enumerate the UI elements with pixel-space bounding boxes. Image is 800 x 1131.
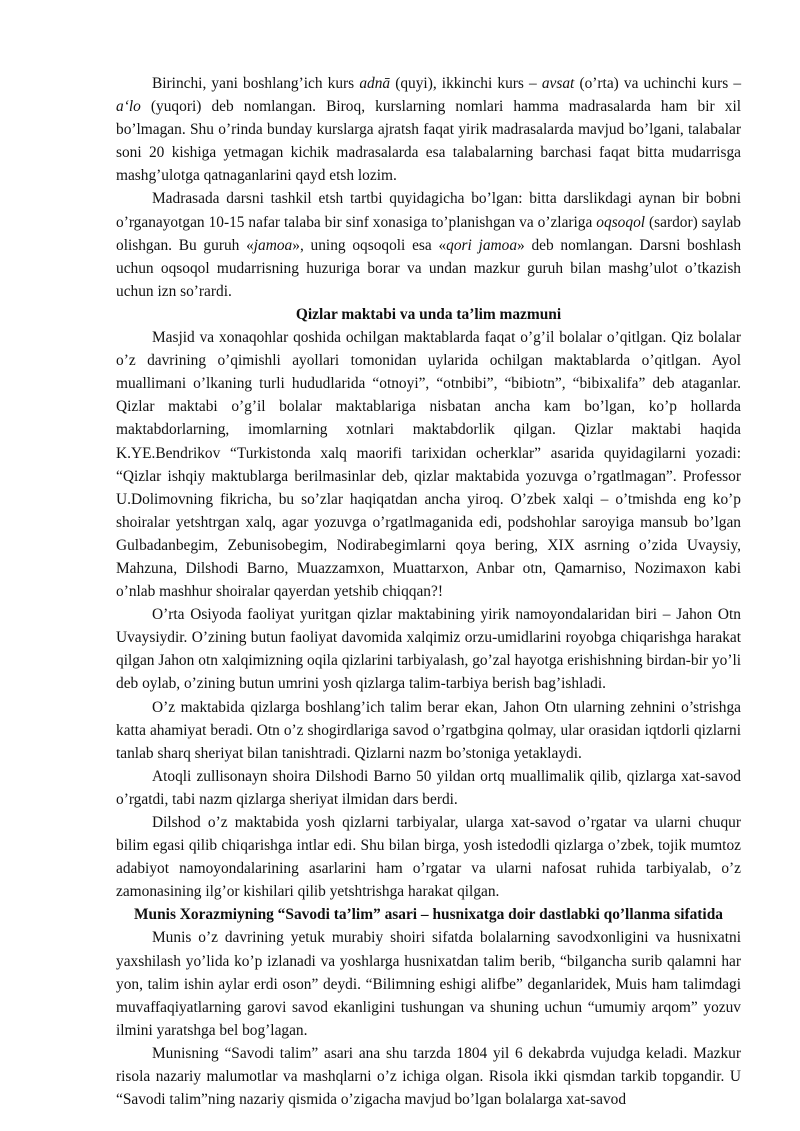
text-run: (yuqori) deb nomlangan. Biroq, kurslarning nomlari hamma madrasalarda ham bir xil bo’lmagan. Shu o’rinda bunday kurslarga ajratsh faqat yirik madrasalarda mavjud bo’lgani, talabalar soni 20 kishiga yetmagan kichik madrasalarda esa talabalarning barchasi faqat bitta mudarrisga mashg’ulotga qatnaganlarini qayd etsh lozim.	[116, 98, 741, 185]
paragraph	[116, 72, 741, 187]
paragraph: Dilshod o’z maktabida yosh qizlarni tarbiyalar, ularga xat-savod o’rgatar va ularni chuqur bilim egasi qilib chiqarishga intlar edi. Shu bilan birga, yosh istedodli qizlarga o’zbek, tojik mumtoz adabiyot namoyondalarining asarlarini ham o’rgatar va ularni nafosat ruhida tarbiyalab, o’z zamonasining ilg’or kishilari qilib yetshtrishga harakat qilgan.	[116, 814, 741, 901]
italic-term: oqsoqol	[596, 213, 646, 231]
italic-term: avsat	[541, 75, 575, 92]
italic-term: a‘lo	[116, 98, 141, 116]
section-heading-girls-school: Qizlar maktabi va unda ta’lim mazmuni	[295, 305, 562, 323]
paragraph: Atoqli zullisonayn shoira Dilshodi Barno 50 yildan ortq muallimalik qilib, qizlarga xat-savod o’rgatdi, tabi nazm qizlarga sheriyat ilmidan dars berdi.	[116, 767, 741, 808]
text-run: (o’rta) va uchinchi kurs –	[574, 75, 742, 92]
text-run: (sardor) saylab olishgan. Bu guruh «	[116, 213, 741, 254]
text-run: (quyi), ikkinchi kurs –	[390, 75, 542, 92]
text-run: » deb nomlangan. Darsni boshlash uchun oqsoqol mudarrisning huzuriga borar va undan mazkur guruh bilan mashg’ulot o’tkazish uchun izn so’rardi.	[116, 236, 742, 300]
text-run: Madrasada darsni tashkil etsh tartbi quyidagicha bo’lgan: bitta darslikdagi aynan bir bobni o’rganayotgan 10-15 nafar talaba bir sinf xonasiga to’planishgan va o’zlariga	[116, 190, 741, 231]
italic-term: adnā	[359, 75, 391, 92]
italic-term: jamoa	[253, 236, 293, 254]
paragraph: Masjid va xonaqohlar qoshida ochilgan maktablarda faqat o’g’il bolalar o’qitlgan. Qiz bolalar o’z davrining o’qimishli ayollari tomonidan uylarida ochilgan maktablarda o’qitlgan. Ayol muallimani o’lkaning turli hududlarida “otnoyi”, “otnbibi”, “bibiotn”, “bibixalifa” deb ataganlar. Qizlar maktabi o’g’il bolalar maktablariga nisbatan ancha kam bo’lgan, ko’p hollarda maktabdorlarning, imomlarning xotnlari maktabdorlik qilgan. Qizlar maktabi haqida K.YE.Bendrikov “Turkistonda xalq maorifi tarixidan ocherklar” asarida quyidagilarni yozadi: “Qizlar ishqiy maktublarga berilmasinlar deb, qizlar maktabida yozuvga o’rgatlmagan”. Professor U.Dolimovning fikricha, bu so’zlar haqiqatdan ancha yiroq. O’zbek xalqi – o’tmishda eng ko’p shoiralar yetshtrgan xalq, agar yozuvga o’rgatlmaganida edi, podshohlar saroyiga mansub bo’lgan Gulbadanbegim, Zebunisobegim, Nodirabegimlarni qoya bering, XIX asrning o’zida Uvaysiy, Mahzuna, Dilshodi Barno, Muazzamxon, Muattarxon, Anbar otn, Qamarniso, Nozimaxon kabi o’nlab mashhur shoiralar qayerdan yetshib chiqqan?!	[116, 329, 741, 601]
intro-paragraphs	[116, 72, 741, 303]
italic-term: qori jamoa	[446, 236, 518, 254]
paragraph: O’rta Osiyoda faoliyat yuritgan qizlar maktabining yirik namoyondalaridan biri – Jahon Otn Uvaysiydir. O’zining butun faoliyat davomida xalqimiz orzu-umidlarini royobga chiqarishga harakat qilgan Jahon otn xalqimizning oqila qizlarini tarbiyalash, go’zal hayotga erishishning birdan-bir yo’li deb oylab, o’zining butun umrini yosh qizlarga talim-tarbiya berish bag’ishladi.	[116, 606, 741, 693]
paragraph: Munis o’z davrining yetuk murabiy shoiri sifatda bolalarning savodxonligini va husnixatni yaxshilash yo’lida ko’p izlanadi va yoshlarga husnixatdan talim berib, “bilgancha surib qalamni har yon, talim ishin aylar erdi oson” deydi. “Bilimning eshigi alifbe” deganlaridek, Muis ham talimdagi muvaffaqiyatlarning garovi savod ekanligini tushungan va shuning uchun “umumiy arqom” yozuv ilmini yaratshga bel bog’lagan.	[116, 929, 741, 1039]
text-run: Birinchi, yani boshlang’ich kurs	[152, 75, 360, 92]
paragraph: Munisning “Savodi talim” asari ana shu tarzda 1804 yil 6 dekabrda vujudga keladi. Mazkur risola nazariy malumotlar va mashqlarni o’z ichiga olgan. Risola ikki qismdan tarkib topgandir. U “Savodi talim”ning nazariy qismida o’zigacha mavjud bo’lgan bolalarga xat-savod	[116, 1044, 741, 1109]
paragraph: O’z maktabida qizlarga boshlang’ich talim berar ekan, Jahon Otn ularning zehnini o’strishga katta ahamiyat beradi. Otn o’z shogirdlariga savod o’rgatbgina qolmay, ular orasidan iqtdorli qizlarni tanlab sharq sheriyat bilan tanishtradi. Qizlarni nazm bo’stoniga yetaklaydi.	[116, 698, 741, 762]
document-body	[116, 72, 741, 1111]
text-run: », uning oqsoqoli esa «	[292, 236, 447, 254]
section-heading-munis: Munis Xorazmiyning “Savodi ta’lim” asari – husnixatga doir dastlabki qo’llanma sifatida	[134, 906, 723, 924]
paragraph	[116, 187, 741, 302]
